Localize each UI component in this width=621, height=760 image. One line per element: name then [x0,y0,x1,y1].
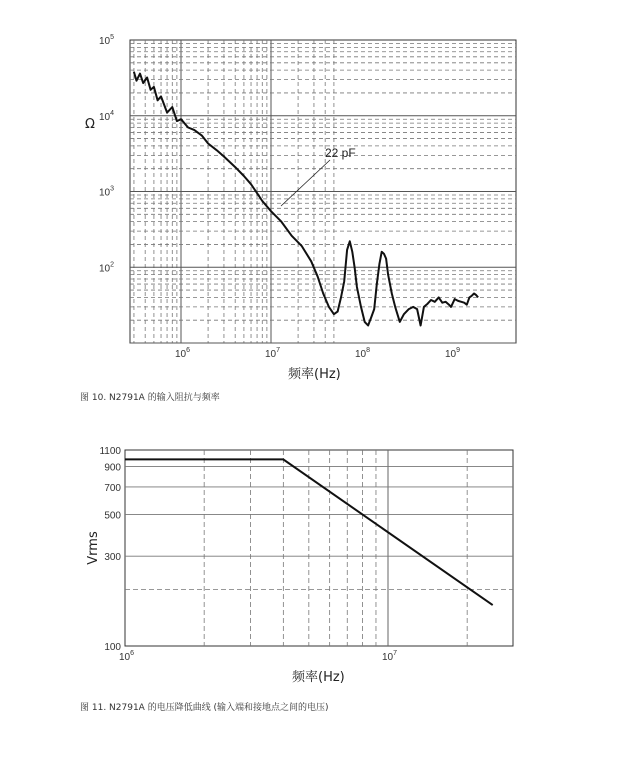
voltage-derating-chart [80,446,513,713]
x-axis-title: 频率(Hz) [288,367,341,382]
x-tick-label: $10^7$ [265,347,281,360]
x-tick-label: $10^9$ [445,347,461,360]
x-tick-label: $10^7$ [382,650,398,663]
x-tick-label: $10^8$ [355,347,371,360]
y-tick-label: $10^2$ [98,261,114,275]
x-tick-label: $10^6$ [175,347,191,360]
y-axis-title: Ω [85,117,95,132]
y-tick-label: 300 [104,552,121,564]
y-tick-label: 500 [104,510,121,522]
y-axis-title: Vrms [86,531,101,565]
x-axis-title: 频率(Hz) [292,670,345,685]
caption-fig10: 图 10. N2791A 的输入阻抗与频率 [80,393,220,403]
y-tick-label: 900 [104,462,121,474]
y-tick-label: $10^4$ [98,109,114,123]
x-tick-labels [175,347,460,360]
y-tick-label: 700 [104,482,121,494]
y-tick-label: 1100 [99,446,121,457]
annotation-22pf: 22 pF [325,146,356,160]
x-tick-labels [119,650,397,663]
y-tick-labels [99,34,114,274]
impedance-chart [80,34,516,403]
y-tick-label: $10^3$ [98,185,114,199]
y-tick-label: 100 [104,642,121,653]
x-tick-label: $10^6$ [119,650,135,663]
y-tick-label: $10^5$ [98,34,114,47]
plot-area [125,450,513,646]
y-tick-labels [99,446,121,653]
caption-fig11: 图 11. N2791A 的电压降低曲线 (输入端和接地点之间的电压) [80,703,329,713]
